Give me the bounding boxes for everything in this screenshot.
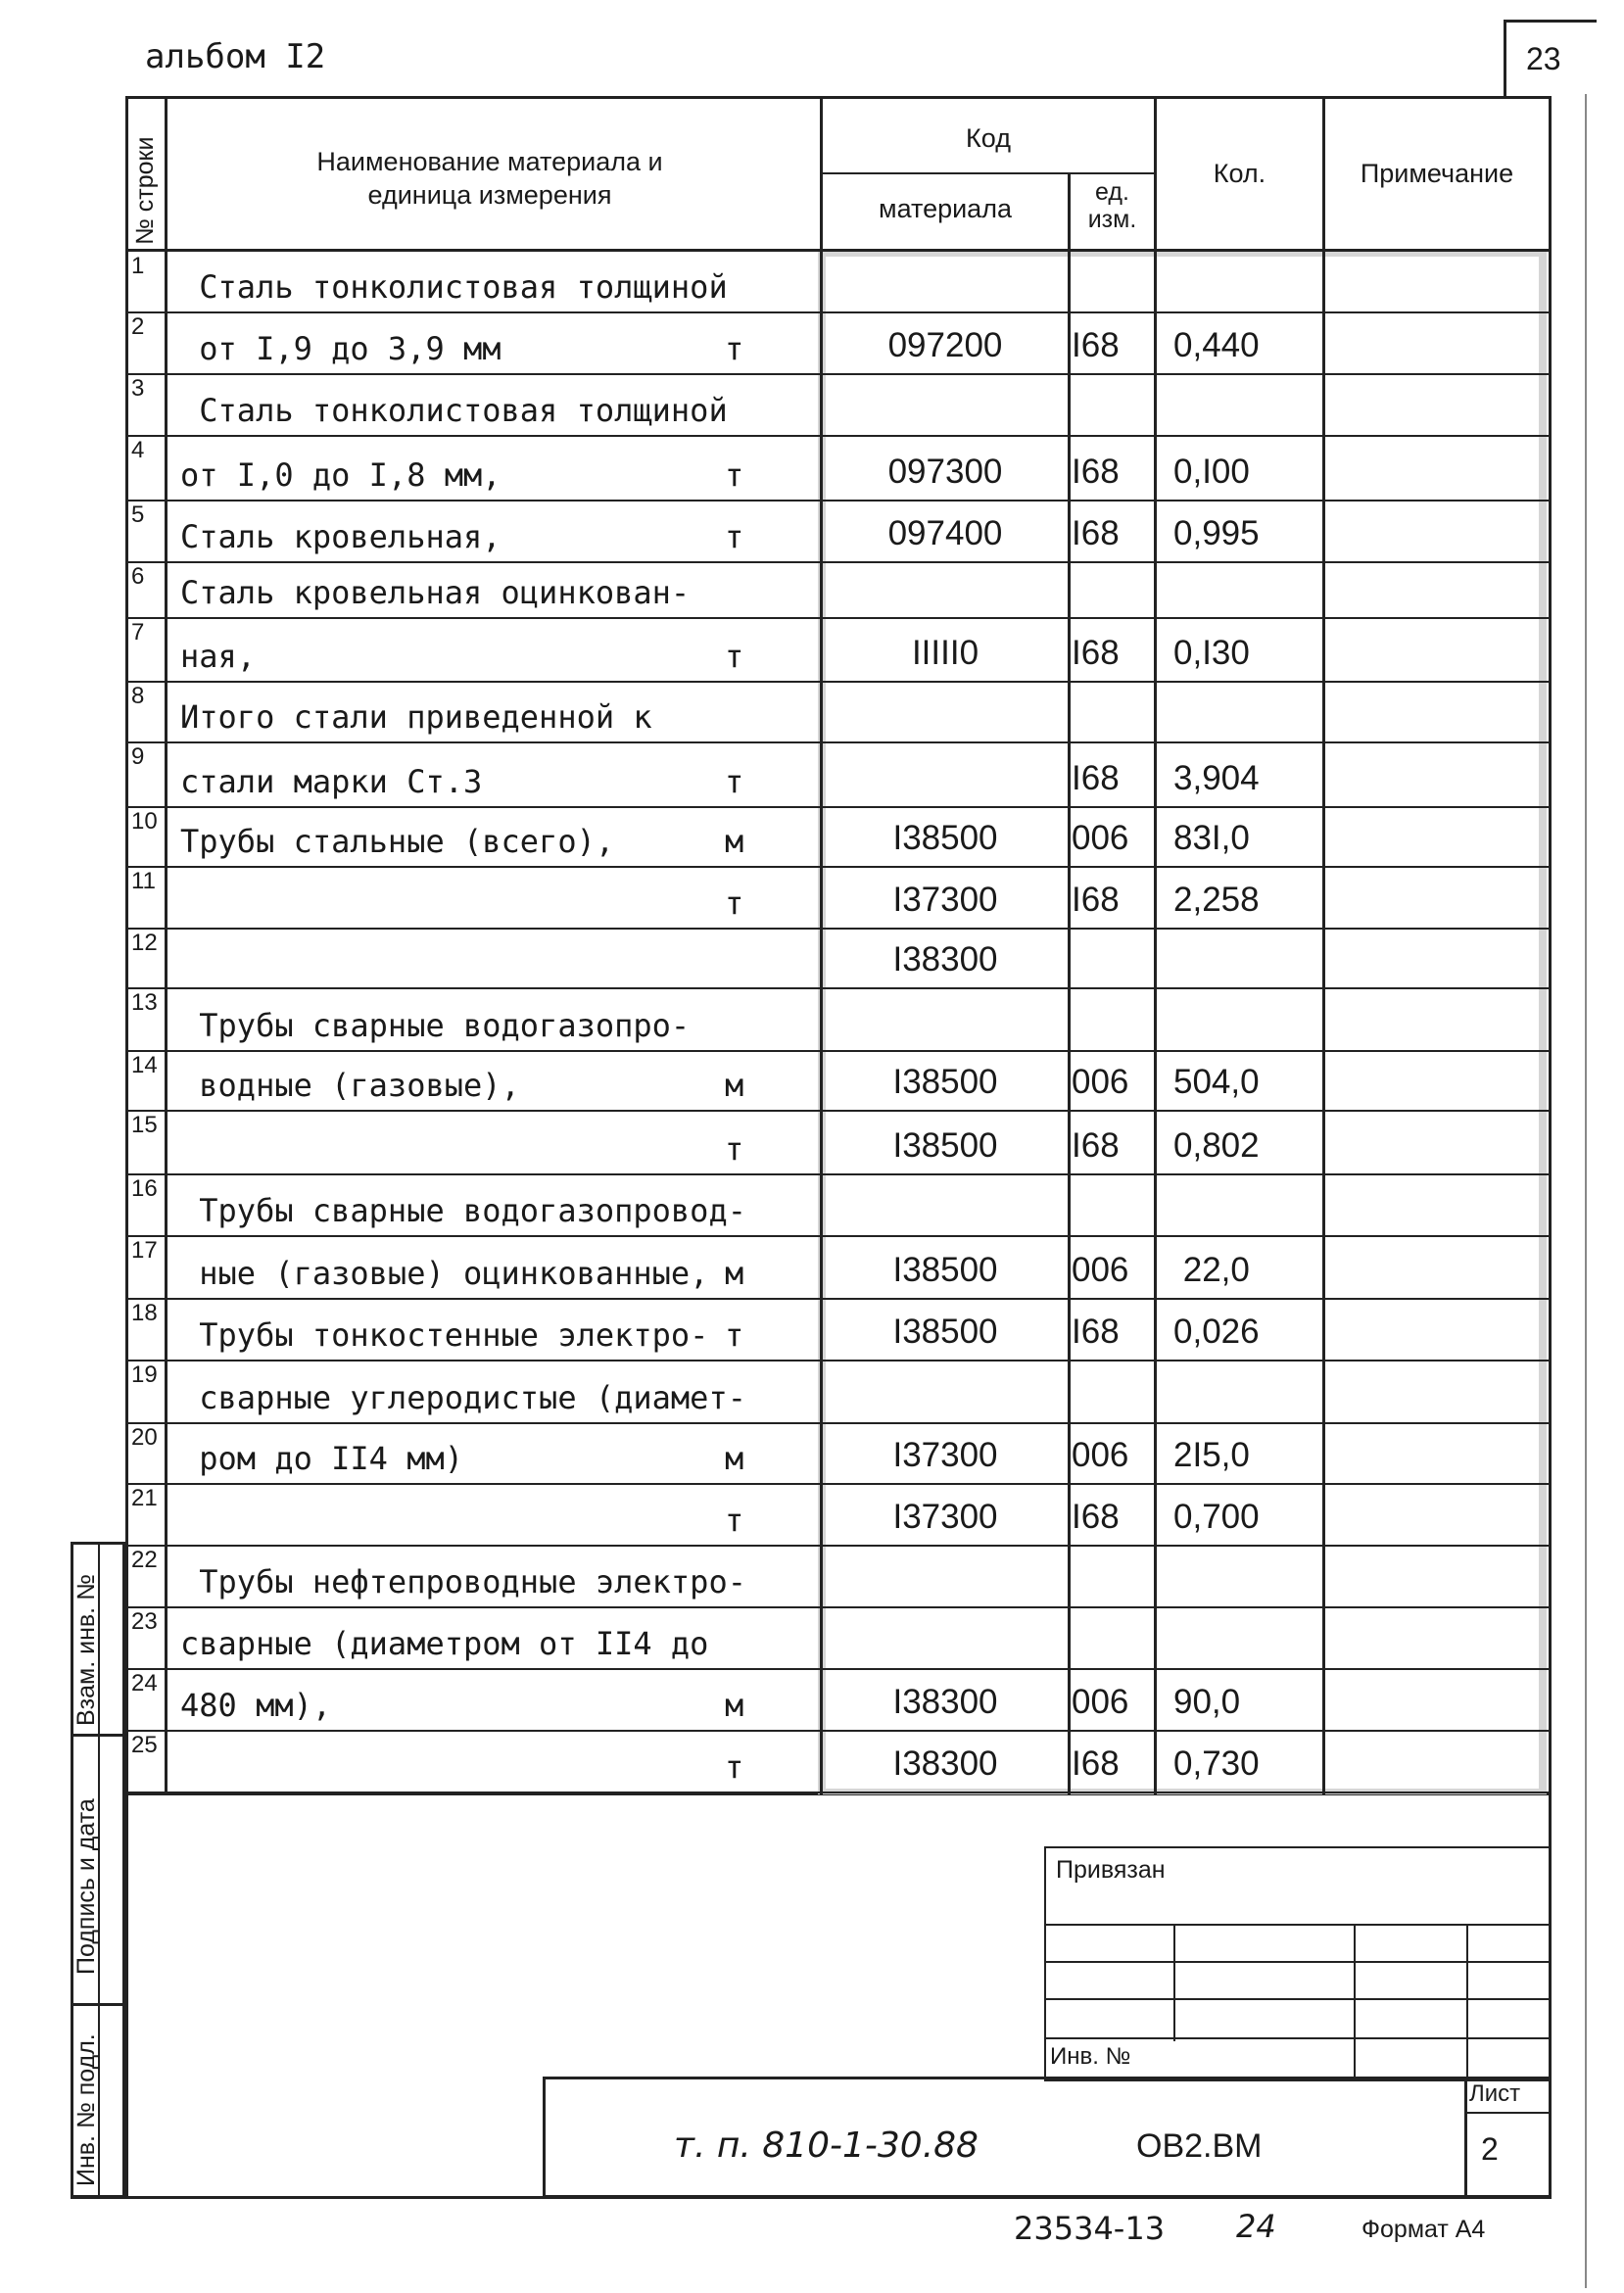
row-material-code: I38500 — [892, 1063, 998, 1101]
row-quantity: 0,I30 — [1173, 634, 1250, 672]
table-row — [125, 561, 1552, 617]
row-material-code: I38300 — [892, 1683, 998, 1721]
table-row — [125, 1298, 1552, 1360]
table-row — [125, 1422, 1552, 1483]
row-unit: т — [725, 330, 744, 367]
row-unit-code: I68 — [1072, 453, 1120, 491]
sheet-number: 2 — [1481, 2131, 1499, 2167]
row-unit-code: 006 — [1072, 1683, 1129, 1721]
row-unit: м — [725, 1440, 744, 1477]
row-name: сварные (диаметром от II4 до — [180, 1625, 709, 1662]
row-number: 6 — [131, 563, 145, 590]
sheet-label: Лист — [1469, 2080, 1521, 2107]
row-unit-code: I68 — [1072, 326, 1120, 364]
album-label: альбом I2 — [145, 37, 326, 76]
row-number: 22 — [131, 1547, 158, 1573]
row-material-code: I38500 — [892, 1313, 998, 1351]
privyazan-vline-1 — [1173, 1924, 1175, 2041]
row-name: Трубы стальные (всего), — [180, 823, 615, 860]
order-number: 23534-13 — [1014, 2210, 1166, 2247]
row-quantity: 0,I00 — [1173, 453, 1250, 491]
row-material-code: 097200 — [887, 326, 1003, 364]
row-number: 14 — [131, 1052, 158, 1078]
privyazan-line-1 — [1044, 1924, 1552, 1926]
table-row — [125, 373, 1552, 435]
row-unit: т — [725, 1748, 744, 1786]
row-quantity: 22,0 — [1173, 1251, 1250, 1289]
format-label: Формат А4 — [1361, 2216, 1486, 2243]
row-unit-code: 006 — [1072, 1436, 1129, 1474]
row-number: 15 — [131, 1112, 158, 1138]
header-qty: Кол. — [1213, 159, 1266, 188]
page-number-divider — [1504, 20, 1506, 96]
scan-edge-line — [1585, 94, 1587, 2288]
row-material-code: IIIII0 — [911, 634, 979, 672]
row-number: 20 — [131, 1424, 158, 1451]
row-name: Трубы тонкостенные электро- — [180, 1316, 709, 1354]
row-number: 4 — [131, 437, 145, 463]
row-number: 18 — [131, 1300, 158, 1326]
table-row — [125, 1173, 1552, 1235]
row-number: 7 — [131, 619, 145, 645]
table-row — [125, 1606, 1552, 1668]
row-unit: т — [725, 638, 744, 675]
row-number: 17 — [131, 1237, 158, 1264]
table-row — [125, 251, 1552, 311]
row-unit-code: I68 — [1072, 1313, 1120, 1351]
row-name: от I,0 до I,8 мм, — [180, 456, 502, 494]
row-number: 16 — [131, 1175, 158, 1202]
row-unit-code: 006 — [1072, 819, 1129, 857]
header-code: Код — [966, 123, 1011, 153]
row-quantity: 3,904 — [1173, 759, 1260, 797]
row-number: 13 — [131, 989, 158, 1016]
side-label-vzam: Взам. инв. № — [72, 1574, 100, 1726]
row-material-code: I38500 — [892, 1126, 998, 1165]
table-row — [125, 681, 1552, 741]
row-number: 10 — [131, 808, 158, 835]
header-code-unit: ед. изм. — [1087, 178, 1137, 233]
row-quantity: 0,995 — [1173, 514, 1260, 552]
table-row — [125, 806, 1552, 866]
header-code-split — [820, 172, 1157, 174]
row-quantity: 90,0 — [1173, 1683, 1241, 1721]
row-name: водные (газовые), — [180, 1067, 520, 1104]
privyazan-line-2 — [1044, 1961, 1552, 1963]
row-number: 11 — [131, 868, 156, 894]
row-unit-code: I68 — [1072, 1744, 1120, 1783]
row-unit: м — [725, 1255, 744, 1292]
row-unit-code: I68 — [1072, 634, 1120, 672]
row-name: Сталь кровельная оцинкован- — [180, 574, 691, 611]
table-row — [125, 1110, 1552, 1173]
row-number: 9 — [131, 743, 145, 770]
row-number: 12 — [131, 930, 158, 956]
header-row-number: № строки — [131, 136, 159, 245]
header-name-text: Наименование материала и единица измерения — [316, 147, 663, 210]
footer-page: 24 — [1236, 2208, 1276, 2245]
table-row — [125, 1545, 1552, 1606]
row-number: 21 — [131, 1485, 158, 1511]
row-unit: т — [725, 763, 744, 800]
row-unit: т — [725, 884, 744, 922]
page-number: 23 — [1526, 41, 1561, 76]
row-unit-code: I68 — [1072, 759, 1120, 797]
row-quantity: 2I5,0 — [1173, 1436, 1250, 1474]
row-name: Сталь кровельная, — [180, 518, 502, 555]
table-row — [125, 1050, 1552, 1110]
row-material-code: I37300 — [892, 1436, 998, 1474]
privyazan-line-3 — [1044, 1998, 1552, 2000]
table-row — [125, 1730, 1552, 1791]
row-quantity: 83I,0 — [1173, 819, 1250, 857]
row-name: сварные углеродистые (диамет- — [180, 1379, 746, 1416]
title-block-sheet-hline — [1464, 2112, 1552, 2114]
row-quantity: 2,258 — [1173, 881, 1260, 919]
bottom-frame-left — [125, 1795, 128, 2198]
side-label-inv-podl: Инв. № подл. — [72, 2033, 100, 2186]
row-number: 19 — [131, 1361, 158, 1388]
row-unit-code: I68 — [1072, 514, 1120, 552]
row-number: 24 — [131, 1670, 158, 1696]
row-name: от I,9 до 3,9 мм — [180, 330, 502, 367]
privyazan-line-4 — [1044, 2037, 1552, 2039]
privyazan-vline-2 — [1354, 1924, 1356, 2081]
row-name: ная, — [180, 638, 257, 675]
row-number: 1 — [131, 253, 145, 279]
row-quantity: 0,700 — [1173, 1498, 1260, 1536]
row-name: Сталь тонколистовая толщиной — [180, 392, 728, 429]
row-name: ные (газовые) оцинкованные, — [180, 1255, 709, 1292]
row-number: 2 — [131, 313, 145, 340]
row-name: Трубы нефтепроводные электро- — [180, 1563, 746, 1600]
row-unit: м — [725, 1067, 744, 1104]
row-number: 8 — [131, 683, 145, 709]
table-row — [125, 1360, 1552, 1422]
row-number: 25 — [131, 1732, 158, 1758]
row-unit-code: 006 — [1072, 1251, 1129, 1289]
doc-code: ОВ2.ВМ — [1136, 2127, 1263, 2165]
row-quantity: 0,730 — [1173, 1744, 1260, 1783]
table-row — [125, 866, 1552, 928]
row-unit-code: I68 — [1072, 1498, 1120, 1536]
table-row — [125, 617, 1552, 681]
row-number: 5 — [131, 502, 145, 528]
table-row — [125, 435, 1552, 500]
row-material-code: I37300 — [892, 881, 998, 919]
row-material-code: I37300 — [892, 1498, 998, 1536]
privyazan-vline-3 — [1466, 1924, 1468, 2081]
row-unit: м — [725, 1687, 744, 1724]
row-quantity: 0,440 — [1173, 326, 1260, 364]
inv-no-label: Инв. № — [1050, 2043, 1131, 2070]
row-name: Трубы сварные водогазопровод- — [180, 1192, 746, 1229]
header-name — [176, 145, 803, 212]
row-number: 3 — [131, 375, 145, 402]
row-unit: т — [725, 456, 744, 494]
top-border-line — [1504, 20, 1597, 23]
side-label-podpis: Подпись и дата — [72, 1798, 100, 1975]
table-row — [125, 987, 1552, 1050]
row-name: Трубы сварные водогазопро- — [180, 1007, 691, 1044]
row-number: 23 — [131, 1608, 158, 1635]
row-quantity: 0,026 — [1173, 1313, 1260, 1351]
table-row — [125, 311, 1552, 373]
table-row — [125, 1483, 1552, 1545]
row-material-code: I38300 — [892, 1744, 998, 1783]
table-row — [125, 1668, 1552, 1730]
row-quantity: 0,802 — [1173, 1126, 1260, 1165]
row-material-code: I38500 — [892, 819, 998, 857]
row-name: 480 мм), — [180, 1687, 332, 1724]
row-unit: т — [725, 1316, 744, 1354]
project-number: т. п. 810-1-30.88 — [674, 2126, 979, 2166]
header-note: Примечание — [1360, 159, 1514, 188]
row-material-code: I38300 — [892, 940, 998, 979]
table-row — [125, 741, 1552, 806]
row-unit: т — [725, 1130, 744, 1168]
row-unit-code: I68 — [1072, 1126, 1120, 1165]
row-material-code: 097300 — [887, 453, 1003, 491]
header-code-material: материала — [879, 194, 1012, 223]
row-unit-code: 006 — [1072, 1063, 1129, 1101]
row-unit: м — [725, 823, 744, 860]
table-row — [125, 500, 1552, 561]
row-name: Итого стали приведенной к — [180, 698, 652, 736]
row-quantity: 504,0 — [1173, 1063, 1260, 1101]
row-name: стали марки Ст.3 — [180, 763, 483, 800]
row-name: ром до II4 мм) — [180, 1440, 463, 1477]
title-block-sheet-divider — [1464, 2077, 1467, 2198]
privyazan-label: Привязан — [1056, 1856, 1166, 1884]
row-unit: т — [725, 518, 744, 555]
row-unit: т — [725, 1502, 744, 1539]
row-name: Сталь тонколистовая толщиной — [180, 268, 728, 306]
table-row — [125, 928, 1552, 987]
table-row — [125, 1235, 1552, 1298]
row-material-code: I38500 — [892, 1251, 998, 1289]
row-material-code: 097400 — [887, 514, 1003, 552]
row-separator — [125, 1791, 1552, 1793]
row-unit-code: I68 — [1072, 881, 1120, 919]
